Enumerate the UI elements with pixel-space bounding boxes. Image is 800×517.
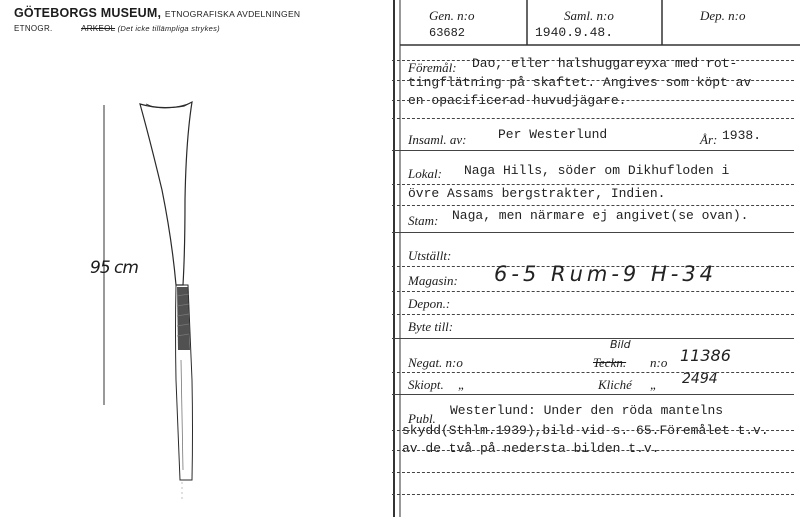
foremal-label: Föremål: [408, 60, 457, 75]
lokal-label: Lokal: [408, 166, 442, 181]
utstallt-label: Utställt: [408, 248, 452, 263]
magasin-label: Magasin: [408, 273, 458, 288]
skiopt-ditto: „ [458, 377, 466, 392]
negat-value: 11386 [680, 346, 731, 365]
insaml-label: Insaml. av: [408, 132, 467, 147]
department-name: ETNOGRAFISKA AVDELNINGEN [164, 9, 301, 19]
dao-drawing [0, 0, 390, 517]
strike-note: (Det icke tillämpliga strykes) [117, 24, 220, 33]
foremal-line-3: en opacificerad huvudjägare. [408, 93, 627, 108]
teckn-label: Teckn. [593, 355, 627, 370]
saml-no-label: Saml. n:o [564, 8, 614, 23]
publ-line-2: skydd(Sthlm.1939),bild vid s. 65.Föremålet t.v. [402, 423, 769, 438]
lokal-line-1: Naga Hills, söder om Dikhufloden i [464, 163, 730, 178]
foremal-line-1: Dao, eller halshuggareyxa med rot- [472, 56, 738, 71]
lokal-line-2: övre Assams bergstrakter, Indien. [408, 186, 666, 201]
catalogue-card [392, 0, 800, 517]
skiopt-label: Skiopt. [408, 377, 444, 392]
publ-line-3: av de två på nedersta bilden t.v. [402, 441, 660, 456]
magasin-value: 6-5 Rum-9 H-34 [494, 262, 718, 286]
museum-name: GÖTEBORGS MUSEUM, ETNOGRAFISKA AVDELNINGEN [14, 6, 301, 20]
kliche-ditto: „ [650, 377, 658, 392]
negat-no-label: n:o [650, 355, 668, 370]
bild-label: Bild [610, 338, 631, 351]
ar-label: År: [700, 132, 718, 147]
publ-label: Publ. [408, 411, 436, 426]
byte-label: Byte till: [408, 319, 454, 334]
negat-label: Negat. n:o [408, 355, 463, 370]
arkeol-label: ARKEOL [81, 24, 116, 33]
depon-label: Depon.: [408, 296, 451, 311]
gen-no-label: Gen. n:o [429, 8, 475, 23]
blade-outline [140, 102, 192, 285]
length-annotation: 95 cm [90, 258, 138, 278]
ar-value: 1938. [722, 128, 762, 143]
kliche-value: 2494 [682, 371, 718, 387]
dep-no-label: Dep. n:o [700, 8, 746, 23]
gen-no-value: 63682 [429, 26, 466, 40]
foremal-line-2: tingflätning på skaftet. Angives som köpt av [408, 75, 752, 90]
publ-line-1: Westerlund: Under den röda mantelns [450, 403, 724, 418]
etnogr-label: ETNOGR. [14, 24, 53, 33]
stam-value: Naga, men närmare ej angivet(se ovan). [452, 208, 749, 223]
stam-label: Stam: [408, 213, 439, 228]
saml-no-value: 1940.9.48. [535, 25, 614, 40]
kliche-label: Kliché [598, 377, 632, 392]
insaml-value: Per Westerlund [498, 127, 608, 142]
